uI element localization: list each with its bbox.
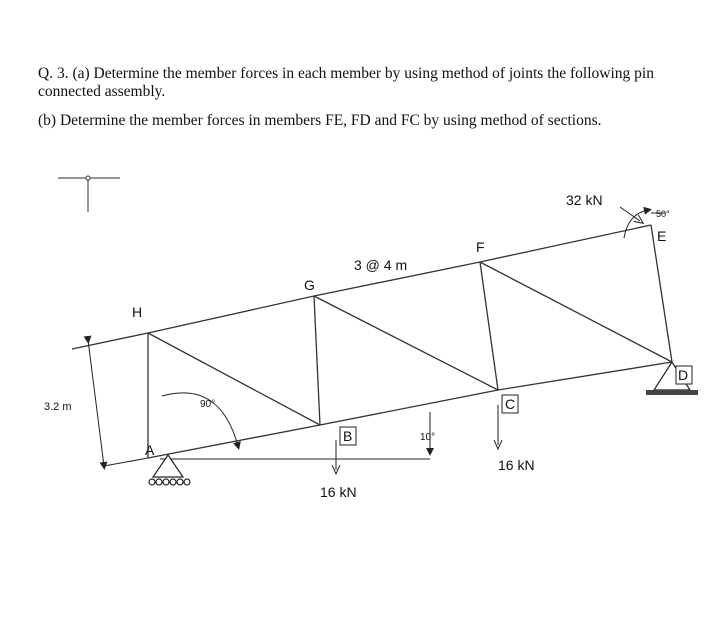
member-HG [148,296,314,333]
question-part-b: (b) Determine the member forces in members FE, FD and FC by using method of sections. [38,112,602,129]
axis-symbol [58,176,120,212]
member-BG [314,296,320,425]
joint-label-F: F [476,239,485,255]
member-GC [314,296,498,390]
joint-label-G: G [304,277,315,293]
span-label: 3 @ 4 m [354,257,408,273]
member-CD [498,362,672,390]
angle-50-label: 50° [656,209,670,219]
member-HB [148,333,320,425]
load-C-label: 16 kN [498,457,535,473]
angle-90-label: 90° [200,399,216,410]
load-B-label: 16 kN [320,484,357,500]
angle-10-marker [160,412,430,459]
joint-label-C: C [505,396,516,412]
member-AB [148,425,320,458]
member-FD [480,262,672,362]
joint-label-B: B [343,428,353,444]
angle-50-arc [624,210,648,238]
angle-10-label: 10° [420,432,436,443]
question-part-a: Q. 3. (a) Determine the member forces in each member by using method of joints the following pin connected assembly. [38,65,654,100]
joint-label-A: A [145,442,155,458]
joint-label-E: E [657,228,667,244]
load-top-label: 32 kN [566,192,603,208]
joint-label-H: H [132,304,143,320]
member-DE [651,225,672,362]
joint-label-D: D [678,367,689,383]
height-label: 3.2 m [44,401,72,413]
height-dimension [88,340,148,466]
member-BC [320,390,498,425]
member-CF [480,262,498,390]
